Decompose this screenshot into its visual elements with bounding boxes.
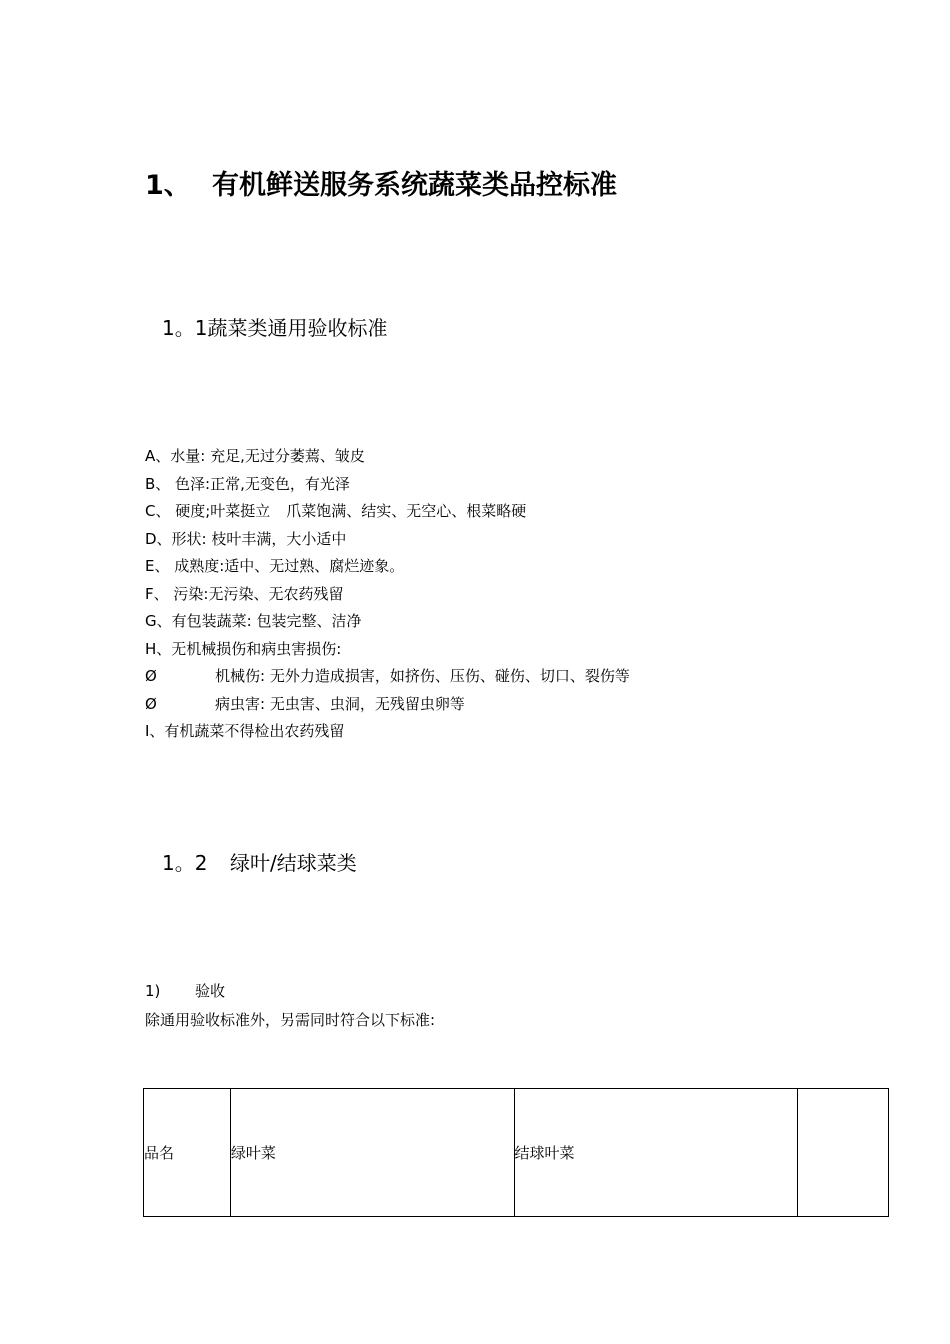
heading-number: 1、 [145, 170, 191, 201]
heading-title: 有机鲜送服务系统蔬菜类品控标准 [212, 170, 617, 201]
subsection-number: 1) [145, 982, 161, 1000]
list-item: E、 成熟度:适中、无过熟、腐烂迹象。 [145, 557, 405, 575]
list-item: A、水量: 充足,无过分萎蔫、皱皮 [145, 447, 365, 465]
table-row [144, 1089, 889, 1217]
section-number: 1。2 [162, 851, 208, 875]
list-item: I、有机蔬菜不得检出农药残留 [145, 722, 345, 740]
table-cell-leafy-greens: 绿叶菜 [230, 1089, 514, 1217]
list-item: F、 污染:无污染、无农药残留 [145, 584, 344, 603]
list-item-text: C、 硬度;叶菜挺立 [145, 502, 271, 520]
table-cell-empty [798, 1089, 889, 1217]
standards-table [143, 1088, 889, 1217]
table-cell-product-name: 品名 [144, 1089, 231, 1217]
document-heading [145, 163, 617, 202]
list-item [145, 498, 630, 526]
list-item: D、形状: 枝叶丰满，大小适中 [145, 529, 347, 548]
list-item-text: 爪菜饱满、结实、无空心、根菜略硬 [286, 502, 527, 520]
bullet-glyph: Ø [145, 667, 157, 685]
list-item: G、有包装蔬菜: 包装完整、洁净 [145, 612, 362, 630]
section-title-1-1: 1。1蔬菜类通用验收标准 [162, 316, 388, 340]
section-title-text: 绿叶/结球菜类 [230, 851, 357, 875]
subsection-note: 除通用验收标准外，另需同时符合以下标准: [145, 1011, 436, 1029]
list-item-text: 病虫害: 无虫害、虫洞，无残留虫卵等 [215, 694, 465, 713]
acceptance-criteria-list [145, 443, 630, 746]
section-title-1-2 [162, 847, 357, 876]
list-item [145, 691, 630, 719]
bullet-glyph: Ø [145, 694, 157, 713]
list-item-text: 机械伤: 无外力造成损害，如挤伤、压伤、碰伤、切口、裂伤等 [215, 667, 630, 685]
list-item [145, 663, 630, 691]
table-cell-head-vegetables: 结球叶菜 [514, 1089, 798, 1217]
subsection-title [145, 980, 225, 1001]
subsection-title-text: 验收 [195, 982, 226, 1000]
list-item: B、 色泽:正常,无变色，有光泽 [145, 474, 350, 493]
list-item: H、无机械损伤和病虫害损伤: [145, 639, 342, 658]
